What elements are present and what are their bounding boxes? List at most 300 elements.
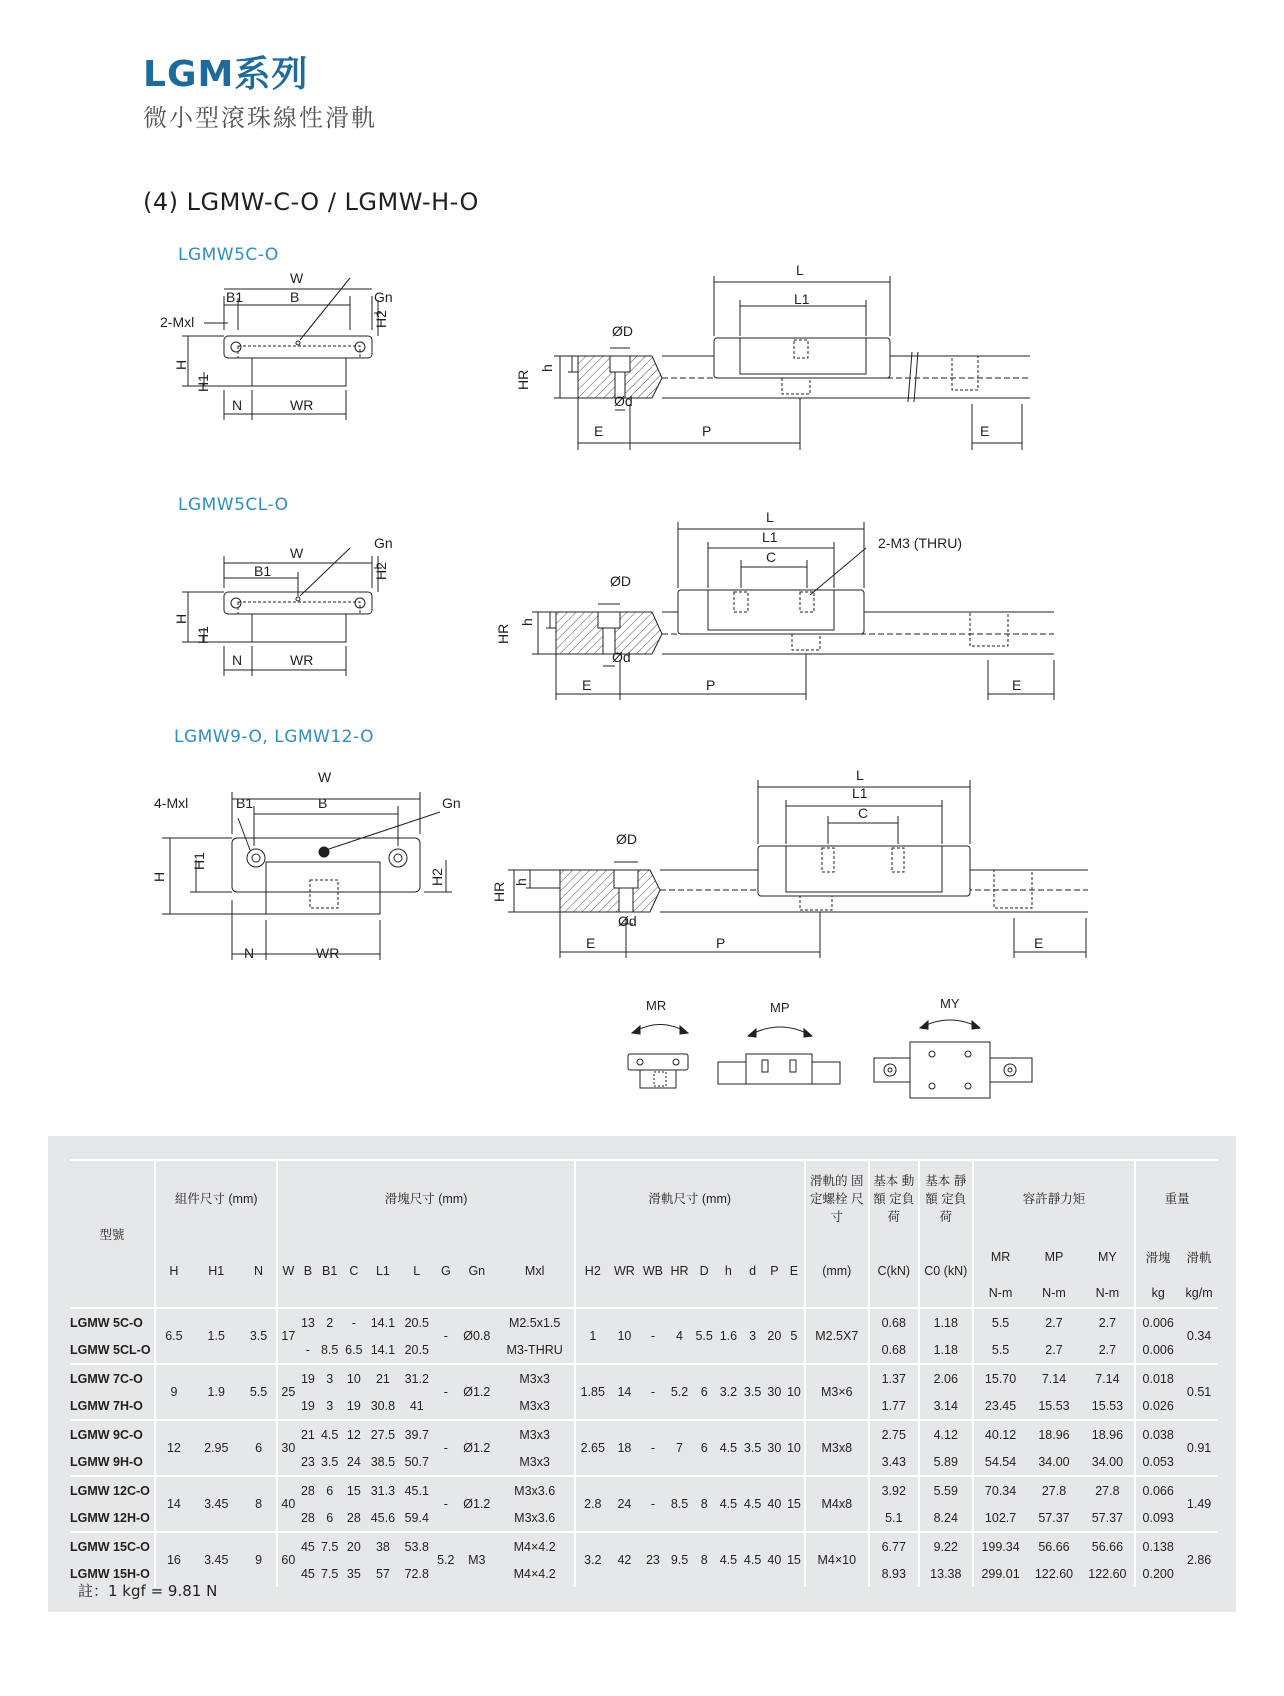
- col-gn: Gn: [468, 1264, 486, 1278]
- table-cell: 24: [610, 1476, 639, 1532]
- d2-dim-h: H: [173, 613, 189, 624]
- table-cell: 35: [346, 1566, 361, 1581]
- col-h1: H1: [208, 1264, 225, 1278]
- d2-dim-wr: WR: [290, 652, 314, 668]
- col-my: MY: [1098, 1250, 1117, 1264]
- table-cell: M3x8: [805, 1420, 869, 1476]
- table-cell: 14: [610, 1364, 639, 1420]
- col-b: B: [303, 1264, 313, 1278]
- table-cell: 57.37: [1091, 1510, 1124, 1525]
- col-d: D: [699, 1264, 709, 1278]
- table-cell: 4.12: [919, 1420, 973, 1448]
- table-cell: 10: [342, 1364, 366, 1392]
- table-cell: 24: [346, 1454, 361, 1469]
- table-cell: Ø1.2: [458, 1476, 496, 1532]
- table-cell: 30: [277, 1420, 298, 1476]
- drawing-label-2: LGMW5CL-O: [178, 495, 289, 515]
- table-cell: 0.038: [1135, 1420, 1180, 1448]
- table-cell: -: [434, 1420, 458, 1476]
- table-cell: 6: [692, 1420, 716, 1476]
- table-cell: 0.026: [1135, 1392, 1180, 1420]
- table-cell: 13: [298, 1308, 317, 1336]
- table-cell: 2.7: [1045, 1342, 1063, 1357]
- col-d-small: d: [749, 1264, 757, 1278]
- table-cell: M2.5x1.5: [496, 1308, 575, 1336]
- d1-dim-h2: H2: [373, 310, 389, 328]
- table-cell: 14.1: [366, 1308, 400, 1336]
- d2-dim-h1: H1: [195, 626, 211, 644]
- table-cell: -: [639, 1308, 667, 1364]
- table-cell: 2: [318, 1308, 342, 1336]
- d3-dim-mxl: 4-Mxl: [154, 795, 189, 811]
- table-cell: 2.8: [575, 1476, 610, 1532]
- hdr-dyn: 基本 動額 定負荷: [869, 1160, 919, 1235]
- col-h: H: [155, 1235, 192, 1308]
- table-cell: 1: [575, 1308, 610, 1364]
- hdr-model: 型號: [70, 1160, 155, 1308]
- col-mxl: Mxl: [524, 1264, 545, 1278]
- table-cell: 6: [326, 1510, 334, 1525]
- table-cell: 199.34: [973, 1532, 1028, 1560]
- table-cell: 19: [300, 1398, 315, 1413]
- table-cell: 56.66: [1081, 1532, 1136, 1560]
- moment-icons: [628, 1020, 1032, 1098]
- d2-dim-od: ØD: [610, 573, 631, 589]
- table-cell: 45.6: [370, 1510, 396, 1525]
- d2-dim-c: C: [766, 549, 777, 565]
- d1-dim-p: P: [702, 423, 712, 439]
- col-n: N: [254, 1264, 264, 1278]
- table-cell: 40: [765, 1476, 784, 1532]
- table-cell: 45: [300, 1566, 315, 1581]
- col-c0-kn: C0 (kN): [919, 1235, 973, 1308]
- table-cell: 15: [784, 1532, 805, 1587]
- col-mp: MP: [1044, 1250, 1064, 1264]
- d1-dim-od: ØD: [612, 323, 633, 339]
- table-cell: 2.7: [1081, 1308, 1136, 1336]
- moment-mp: MP: [770, 1000, 790, 1015]
- d2-dim-l1: L1: [762, 529, 778, 545]
- table-row: [70, 1532, 1218, 1560]
- table-cell: 13.38: [919, 1560, 973, 1587]
- table-cell: M4×4.2: [496, 1532, 575, 1560]
- table-cell: 2.95: [192, 1420, 241, 1476]
- table-cell: 8.24: [919, 1504, 973, 1532]
- d1-dim-gn: Gn: [374, 289, 393, 305]
- table-cell: 5: [784, 1308, 805, 1364]
- table-cell: 122.60: [1088, 1566, 1127, 1581]
- table-cell: 31.3: [366, 1476, 400, 1504]
- table-cell: 8.5: [667, 1476, 692, 1532]
- table-cell: M3: [458, 1532, 496, 1587]
- d1-dim-l1: L1: [794, 291, 810, 307]
- table-cell: 0.018: [1135, 1364, 1180, 1392]
- hdr-moment: 容許靜力矩: [973, 1160, 1135, 1235]
- table-cell: 20: [342, 1532, 366, 1560]
- table-cell: 5.89: [919, 1448, 973, 1476]
- table-cell: 57.37: [1038, 1510, 1070, 1525]
- table-cell: 8: [692, 1476, 716, 1532]
- table-cell: 25: [277, 1364, 298, 1420]
- col-e: E: [789, 1264, 799, 1278]
- hdr-assembly: 組件尺寸 (mm): [155, 1160, 277, 1235]
- d1-dim-h-side: h: [539, 364, 555, 372]
- hdr-stat: 基本 靜額 定負荷: [919, 1160, 973, 1235]
- table-cell: 5.2: [434, 1532, 458, 1587]
- table-cell: M2.5X7: [805, 1308, 869, 1364]
- d3-dim-h1: H1: [191, 852, 207, 870]
- table-cell: 2.06: [919, 1364, 973, 1392]
- d3-dim-b1: B1: [236, 795, 254, 811]
- d1-dim-b1: B1: [226, 289, 244, 305]
- model-cell: LGMW 12C-O: [70, 1476, 155, 1504]
- table-cell: 3.45: [192, 1476, 241, 1532]
- table-cell: 3.45: [192, 1532, 241, 1587]
- side-view-5c: [554, 276, 1030, 450]
- table-cell: 12: [342, 1420, 366, 1448]
- table-cell: 6.5: [155, 1308, 192, 1364]
- hdr-block: 滑塊尺寸 (mm): [277, 1160, 574, 1235]
- table-cell: 1.18: [919, 1336, 973, 1364]
- unit-mr: N-m: [973, 1279, 1028, 1308]
- table-cell: 3.5: [241, 1308, 278, 1364]
- table-cell: 8: [692, 1532, 716, 1587]
- page-subtitle: 微小型滾珠線性滑軌: [143, 104, 377, 132]
- table-cell: 34.00: [1091, 1454, 1124, 1469]
- table-cell: 0.51: [1180, 1364, 1218, 1420]
- table-cell: 7.14: [1081, 1364, 1136, 1392]
- table-cell: 21: [366, 1364, 400, 1392]
- col-bolt-mm: (mm): [805, 1235, 869, 1308]
- d1-dim-h1: H1: [195, 374, 211, 392]
- table-cell: 1.9: [192, 1364, 241, 1420]
- table-cell: 10: [784, 1420, 805, 1476]
- table-cell: 8.93: [869, 1560, 919, 1587]
- model-cell: LGMW 9C-O: [70, 1420, 155, 1448]
- table-cell: 4.5: [716, 1420, 740, 1476]
- table-cell: 6: [692, 1364, 716, 1420]
- table-cell: 0.34: [1180, 1308, 1218, 1364]
- d1-dim-wr: WR: [290, 397, 314, 413]
- d3-dim-hr: HR: [491, 881, 507, 902]
- table-cell: 20.5: [404, 1342, 429, 1357]
- table-cell: 2.7: [1027, 1308, 1080, 1336]
- table-cell: 3: [740, 1308, 764, 1364]
- table-cell: 23.45: [973, 1392, 1028, 1420]
- col-b1: B1: [322, 1264, 338, 1278]
- table-cell: 4.5: [740, 1532, 764, 1587]
- table-cell: 7.5: [320, 1566, 339, 1581]
- d1-dim-e2: E: [980, 423, 990, 439]
- hdr-rail: 滑軌尺寸 (mm): [575, 1160, 805, 1235]
- table-cell: M3x3.6: [496, 1476, 575, 1504]
- table-cell: 4: [667, 1308, 692, 1364]
- table-cell: 15.53: [1091, 1398, 1124, 1413]
- moment-my: MY: [940, 996, 960, 1011]
- cross-section-9: [162, 792, 452, 960]
- d3-dim-h2: H2: [429, 868, 445, 886]
- table-row: [70, 1308, 1218, 1336]
- table-cell: 42: [610, 1532, 639, 1587]
- table-cell: 2.7: [1098, 1342, 1117, 1357]
- col-h-rail: h: [724, 1264, 732, 1278]
- col-l1: L1: [375, 1264, 390, 1278]
- d1-dim-h: H: [173, 359, 189, 370]
- table-cell: -: [342, 1308, 366, 1336]
- table-cell: 9: [155, 1364, 192, 1420]
- unit-kg-m: kg/m: [1180, 1279, 1218, 1308]
- table-cell: 60: [277, 1532, 298, 1587]
- model-cell: LGMW 15H-O: [70, 1566, 150, 1581]
- table-cell: 5.1: [869, 1504, 919, 1532]
- table-cell: -: [639, 1364, 667, 1420]
- table-cell: 40.12: [973, 1420, 1028, 1448]
- table-cell: 4.5: [318, 1420, 342, 1448]
- col-c: C: [349, 1264, 359, 1278]
- table-row: [70, 1476, 1218, 1504]
- table-cell: 14: [155, 1476, 192, 1532]
- table-cell: M3x3.6: [514, 1510, 556, 1525]
- d3-dim-od: ØD: [616, 831, 637, 847]
- table-cell: 19: [346, 1398, 361, 1413]
- col-p: P: [770, 1264, 779, 1278]
- col-g: G: [440, 1264, 451, 1278]
- table-cell: 54.54: [973, 1448, 1028, 1476]
- table-cell: 15: [342, 1476, 366, 1504]
- table-cell: 72.8: [404, 1566, 429, 1581]
- table-cell: 20.5: [400, 1308, 434, 1336]
- table-cell: 21: [298, 1420, 317, 1448]
- table-cell: -: [305, 1342, 310, 1357]
- table-cell: M3×6: [805, 1364, 869, 1420]
- side-view-5cl: [532, 522, 1054, 700]
- table-cell: 56.66: [1027, 1532, 1080, 1560]
- table-cell: 3.43: [869, 1448, 919, 1476]
- table-cell: 3: [326, 1398, 334, 1413]
- table-cell: 15: [784, 1476, 805, 1532]
- d3-dim-gn: Gn: [442, 795, 461, 811]
- d1-dim-b: B: [290, 289, 300, 305]
- table-cell: 23: [639, 1532, 667, 1587]
- table-cell: 23: [300, 1454, 315, 1469]
- table-cell: 0.066: [1135, 1476, 1180, 1504]
- drawing-label-1: LGMW5C-O: [178, 245, 279, 265]
- d1-dim-n: N: [232, 397, 243, 413]
- d2-dim-gn: Gn: [374, 535, 393, 551]
- hdr-weight: 重量: [1135, 1160, 1218, 1235]
- table-cell: 8: [241, 1476, 278, 1532]
- col-wr: WR: [614, 1264, 635, 1278]
- table-cell: 19: [298, 1364, 317, 1392]
- table-cell: 9: [241, 1532, 278, 1587]
- table-cell: 7.5: [318, 1532, 342, 1560]
- page-title: LGM系列: [143, 54, 309, 95]
- footnote: 註：1 kgf = 9.81 N: [78, 1582, 218, 1600]
- d1-dim-w: W: [290, 270, 304, 286]
- d3-dim-h-side: h: [513, 878, 529, 886]
- d3-dim-b: B: [318, 795, 328, 811]
- model-cell: LGMW 5CL-O: [70, 1342, 151, 1357]
- table-cell: 45: [298, 1532, 317, 1560]
- spec-table: [70, 1159, 1218, 1587]
- d3-dim-p: P: [716, 935, 726, 951]
- table-cell: 53.8: [400, 1532, 434, 1560]
- table-cell: 6: [318, 1476, 342, 1504]
- table-cell: 45.1: [400, 1476, 434, 1504]
- d2-dim-m3: 2-M3 (THRU): [878, 535, 962, 551]
- table-cell: 15.53: [1038, 1398, 1070, 1413]
- table-cell: 1.85: [575, 1364, 610, 1420]
- table-cell: 18: [610, 1420, 639, 1476]
- table-cell: 30: [765, 1420, 784, 1476]
- table-cell: 28: [346, 1510, 361, 1525]
- table-cell: 299.01: [973, 1560, 1028, 1587]
- table-cell: 9.5: [667, 1532, 692, 1587]
- table-cell: 1.18: [919, 1308, 973, 1336]
- table-cell: 1.6: [716, 1308, 740, 1364]
- table-cell: 6.5: [345, 1342, 363, 1357]
- col-hr: HR: [670, 1264, 689, 1278]
- d2-dim-l: L: [766, 509, 774, 525]
- table-cell: 5.5: [692, 1308, 716, 1364]
- table-cell: M4×10: [805, 1532, 869, 1587]
- model-cell: LGMW 12H-O: [70, 1510, 150, 1525]
- table-cell: M3x3: [496, 1364, 575, 1392]
- table-cell: -: [434, 1476, 458, 1532]
- table-cell: 0.68: [869, 1336, 919, 1364]
- table-cell: 5.5: [973, 1308, 1028, 1336]
- col-w: W: [277, 1235, 298, 1308]
- d2-dim-n: N: [232, 652, 243, 668]
- col-l: L: [413, 1264, 421, 1278]
- table-cell: 12: [155, 1420, 192, 1476]
- cross-section-5cl: [182, 548, 382, 676]
- table-cell: 4.5: [716, 1532, 740, 1587]
- col-wb: WB: [642, 1264, 663, 1278]
- col-mr: MR: [973, 1235, 1028, 1279]
- moment-mr: MR: [646, 998, 667, 1013]
- table-cell: 0.138: [1135, 1532, 1180, 1560]
- unit-my: N-m: [1081, 1279, 1136, 1308]
- table-cell: 5.5: [241, 1364, 278, 1420]
- table-cell: 3.2: [716, 1364, 740, 1420]
- model-cell: LGMW 15C-O: [70, 1532, 155, 1560]
- table-cell: 122.60: [1034, 1566, 1074, 1581]
- table-cell: 40: [765, 1532, 784, 1587]
- model-cell: LGMW 7C-O: [70, 1364, 155, 1392]
- table-cell: Ø1.2: [458, 1420, 496, 1476]
- d3-dim-w: W: [318, 769, 332, 785]
- table-row: [70, 1364, 1218, 1392]
- table-cell: 38.5: [370, 1454, 396, 1469]
- table-cell: 2.65: [575, 1420, 610, 1476]
- table-cell: 41: [409, 1398, 424, 1413]
- table-cell: 6: [241, 1420, 278, 1476]
- table-cell: 27.8: [1081, 1476, 1136, 1504]
- table-cell: 20: [765, 1308, 784, 1364]
- table-cell: M4×4.2: [513, 1566, 556, 1581]
- unit-mp: N-m: [1027, 1279, 1080, 1308]
- d3-dim-e1: E: [586, 935, 596, 951]
- table-cell: 102.7: [973, 1504, 1028, 1532]
- table-cell: -: [639, 1476, 667, 1532]
- hdr-bolt: 滑軌的 固定螺栓 尺寸: [805, 1160, 869, 1235]
- col-block-weight: 滑塊: [1135, 1235, 1180, 1279]
- table-cell: 3.5: [740, 1420, 764, 1476]
- d1-dim-mxl: 2-Mxl: [160, 314, 195, 330]
- d1-dim-hr: HR: [515, 369, 531, 390]
- table-cell: M3x3: [519, 1454, 550, 1469]
- d2-dim-b1: B1: [254, 563, 272, 579]
- table-cell: 0.006: [1135, 1308, 1180, 1336]
- table-cell: 4.5: [740, 1476, 764, 1532]
- col-rail-weight: 滑軌: [1186, 1251, 1212, 1265]
- table-cell: 0.68: [869, 1308, 919, 1336]
- table-cell: 27.8: [1027, 1476, 1080, 1504]
- table-cell: 5.59: [919, 1476, 973, 1504]
- table-cell: 59.4: [404, 1510, 429, 1525]
- table-cell: 7.14: [1027, 1364, 1080, 1392]
- d2-dim-w: W: [290, 545, 304, 561]
- table-cell: M3-THRU: [506, 1342, 563, 1357]
- table-cell: 3.2: [575, 1532, 610, 1587]
- table-cell: 17: [277, 1308, 298, 1364]
- table-cell: 2.86: [1180, 1532, 1218, 1587]
- col-h2: H2: [575, 1235, 610, 1308]
- d2-dim-p: P: [706, 677, 716, 693]
- d2-dim-h-side: h: [519, 618, 535, 626]
- table-cell: 0.093: [1135, 1504, 1180, 1532]
- table-cell: -: [639, 1420, 667, 1476]
- table-cell: 15.70: [973, 1364, 1028, 1392]
- table-cell: 16: [155, 1532, 192, 1587]
- d3-dim-c: C: [858, 805, 869, 821]
- d2-dim-e2: E: [1012, 677, 1022, 693]
- d3-dim-d: Ød: [618, 913, 637, 929]
- table-cell: 5.2: [667, 1364, 692, 1420]
- table-cell: 2.75: [869, 1420, 919, 1448]
- d2-dim-e1: E: [582, 677, 592, 693]
- table-cell: 70.34: [973, 1476, 1028, 1504]
- drawing-label-3: LGMW9-O, LGMW12-O: [174, 727, 374, 747]
- table-cell: Ø0.8: [458, 1308, 496, 1364]
- table-cell: 0.91: [1180, 1420, 1218, 1476]
- table-cell: 1.49: [1180, 1476, 1218, 1532]
- d1-dim-l: L: [796, 262, 804, 278]
- d2-dim-hr: HR: [495, 623, 511, 644]
- table-cell: 18.96: [1081, 1420, 1136, 1448]
- d1-dim-e1: E: [594, 423, 604, 439]
- table-cell: 38: [366, 1532, 400, 1560]
- d1-dim-d: Ød: [614, 393, 633, 409]
- table-cell: 4.5: [716, 1476, 740, 1532]
- table-row: [70, 1420, 1218, 1448]
- table-cell: 10: [784, 1364, 805, 1420]
- table-cell: 9.22: [919, 1532, 973, 1560]
- table-cell: 10: [610, 1308, 639, 1364]
- section-title: (4) LGMW-C-O / LGMW-H-O: [143, 188, 479, 216]
- table-cell: 8.5: [320, 1342, 339, 1357]
- table-cell: 30: [765, 1364, 784, 1420]
- table-cell: -: [434, 1308, 458, 1364]
- d3-dim-n: N: [244, 945, 255, 961]
- table-cell: 0.053: [1135, 1448, 1180, 1476]
- table-cell: 1.5: [192, 1308, 241, 1364]
- table-cell: M3x3: [519, 1398, 550, 1413]
- table-cell: 31.2: [400, 1364, 434, 1392]
- cross-section-5c: [182, 278, 382, 420]
- table-cell: M4x8: [805, 1476, 869, 1532]
